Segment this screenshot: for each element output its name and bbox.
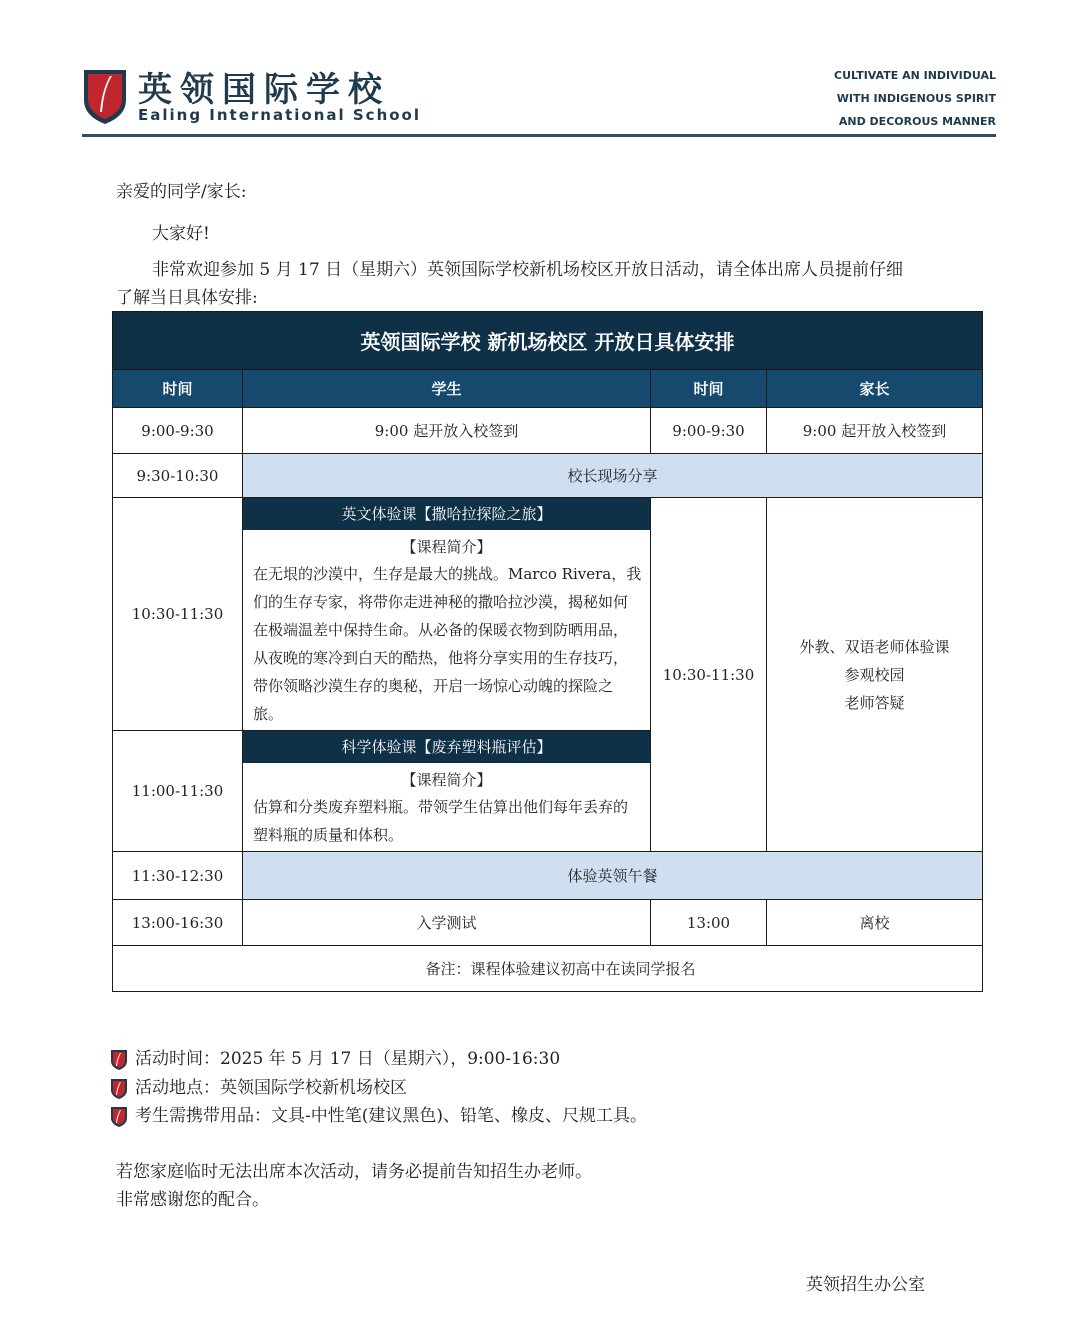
- parent-activity-line: 参观校园: [844, 665, 905, 684]
- motto-line: AND DECOROUS MANNER: [838, 115, 996, 128]
- shield-bullet-icon: [110, 1049, 128, 1071]
- school-motto: [834, 64, 996, 133]
- table-row: [113, 498, 983, 731]
- course-title: 科学体验课【废弃塑料瓶评估】: [243, 731, 650, 763]
- time-cell: 9:00-9:30: [113, 408, 243, 454]
- bullet-text: 考生需携带用品：文具-中性笔(建议黑色)、铅笔、橡皮、尺规工具。: [135, 1106, 648, 1126]
- table-row: [113, 408, 983, 454]
- course-cell-science: [243, 731, 651, 852]
- shield-bullet-icon: [110, 1078, 128, 1100]
- bullet-text: 活动时间：2025 年 5 月 17 日（星期六），9:00-16:30: [135, 1049, 561, 1069]
- parent-cell: 9:00 起开放入校签到: [767, 408, 983, 454]
- course-description: 在无垠的沙漠中，生存是最大的挑战。Marco Rivera，我们的生存专家，将带你走进神秘的撒哈拉沙漠，揭秘如何在极端温差中保持生命。从必备的保暖衣物到防晒用品，从夜晚的寒冷到白天的酷热，他将分享实用的生存技巧，带你领略沙漠生存的奥秘，开启一场惊心动魄的探险之旅。: [253, 565, 642, 723]
- col-header-parent: 家长: [767, 370, 983, 408]
- hello: 大家好!: [152, 224, 210, 244]
- parent-cell: 离校: [767, 900, 983, 946]
- merged-activity-cell: 体验英领午餐: [243, 852, 983, 900]
- bullet-text: 活动地点：英领国际学校新机场校区: [135, 1078, 407, 1098]
- table-row: [113, 852, 983, 900]
- intro-line-2: 了解当日具体安排:: [116, 288, 258, 308]
- table-title: 英领国际学校 新机场校区 开放日具体安排: [113, 312, 983, 370]
- time-cell: 11:30-12:30: [113, 852, 243, 900]
- time-cell: 9:30-10:30: [113, 454, 243, 498]
- time-cell: 13:00: [651, 900, 767, 946]
- header-divider: [82, 134, 996, 137]
- parent-activity-line: 老师答疑: [844, 693, 905, 712]
- intro-line-1: 非常欢迎参加 5 月 17 日（星期六）英领国际学校新机场校区开放日活动，请全体出席人员提前仔细: [152, 260, 904, 280]
- time-cell: 11:00-11:30: [113, 731, 243, 852]
- motto-line: CULTIVATE AN INDIVIDUAL: [834, 69, 996, 82]
- parent-activity-line: 外教、双语老师体验课: [799, 637, 950, 656]
- closing-line-1: 若您家庭临时无法出席本次活动，请务必提前告知招生办老师。: [116, 1162, 592, 1182]
- time-cell: 9:00-9:30: [651, 408, 767, 454]
- col-header-student: 学生: [243, 370, 651, 408]
- student-cell: 9:00 起开放入校签到: [243, 408, 651, 454]
- col-header-time: 时间: [113, 370, 243, 408]
- time-cell: 10:30-11:30: [113, 498, 243, 731]
- table-note: 备注：课程体验建议初高中在读同学报名: [113, 946, 983, 992]
- table-row: [113, 946, 983, 992]
- closing-line-2: 非常感谢您的配合。: [116, 1190, 269, 1210]
- parent-activities-cell: [767, 498, 983, 852]
- school-name-en: Ealing International School: [138, 106, 421, 124]
- col-header-time: 时间: [651, 370, 767, 408]
- table-row: [113, 454, 983, 498]
- greeting: 亲爱的同学/家长:: [116, 182, 247, 202]
- time-cell: 13:00-16:30: [113, 900, 243, 946]
- letterhead: [82, 60, 996, 140]
- schedule-table: [112, 311, 983, 992]
- time-cell: 10:30-11:30: [651, 498, 767, 852]
- student-cell: 入学测试: [243, 900, 651, 946]
- course-intro-heading: 【课程简介】: [401, 771, 492, 789]
- course-cell-english: [243, 498, 651, 731]
- school-shield-logo-icon: [82, 66, 128, 126]
- course-title: 英文体验课【撒哈拉探险之旅】: [243, 498, 650, 530]
- course-intro-heading: 【课程简介】: [401, 538, 492, 556]
- signature: 英领招生办公室: [806, 1275, 925, 1295]
- motto-line: WITH INDIGENOUS SPIRIT: [836, 92, 996, 105]
- table-row: [113, 900, 983, 946]
- course-description: 估算和分类废弃塑料瓶。带领学生估算出他们每年丢弃的塑料瓶的质量和体积。: [253, 798, 629, 844]
- merged-activity-cell: 校长现场分享: [243, 454, 983, 498]
- shield-bullet-icon: [110, 1106, 128, 1128]
- school-name-cn: 英领国际学校: [138, 70, 390, 110]
